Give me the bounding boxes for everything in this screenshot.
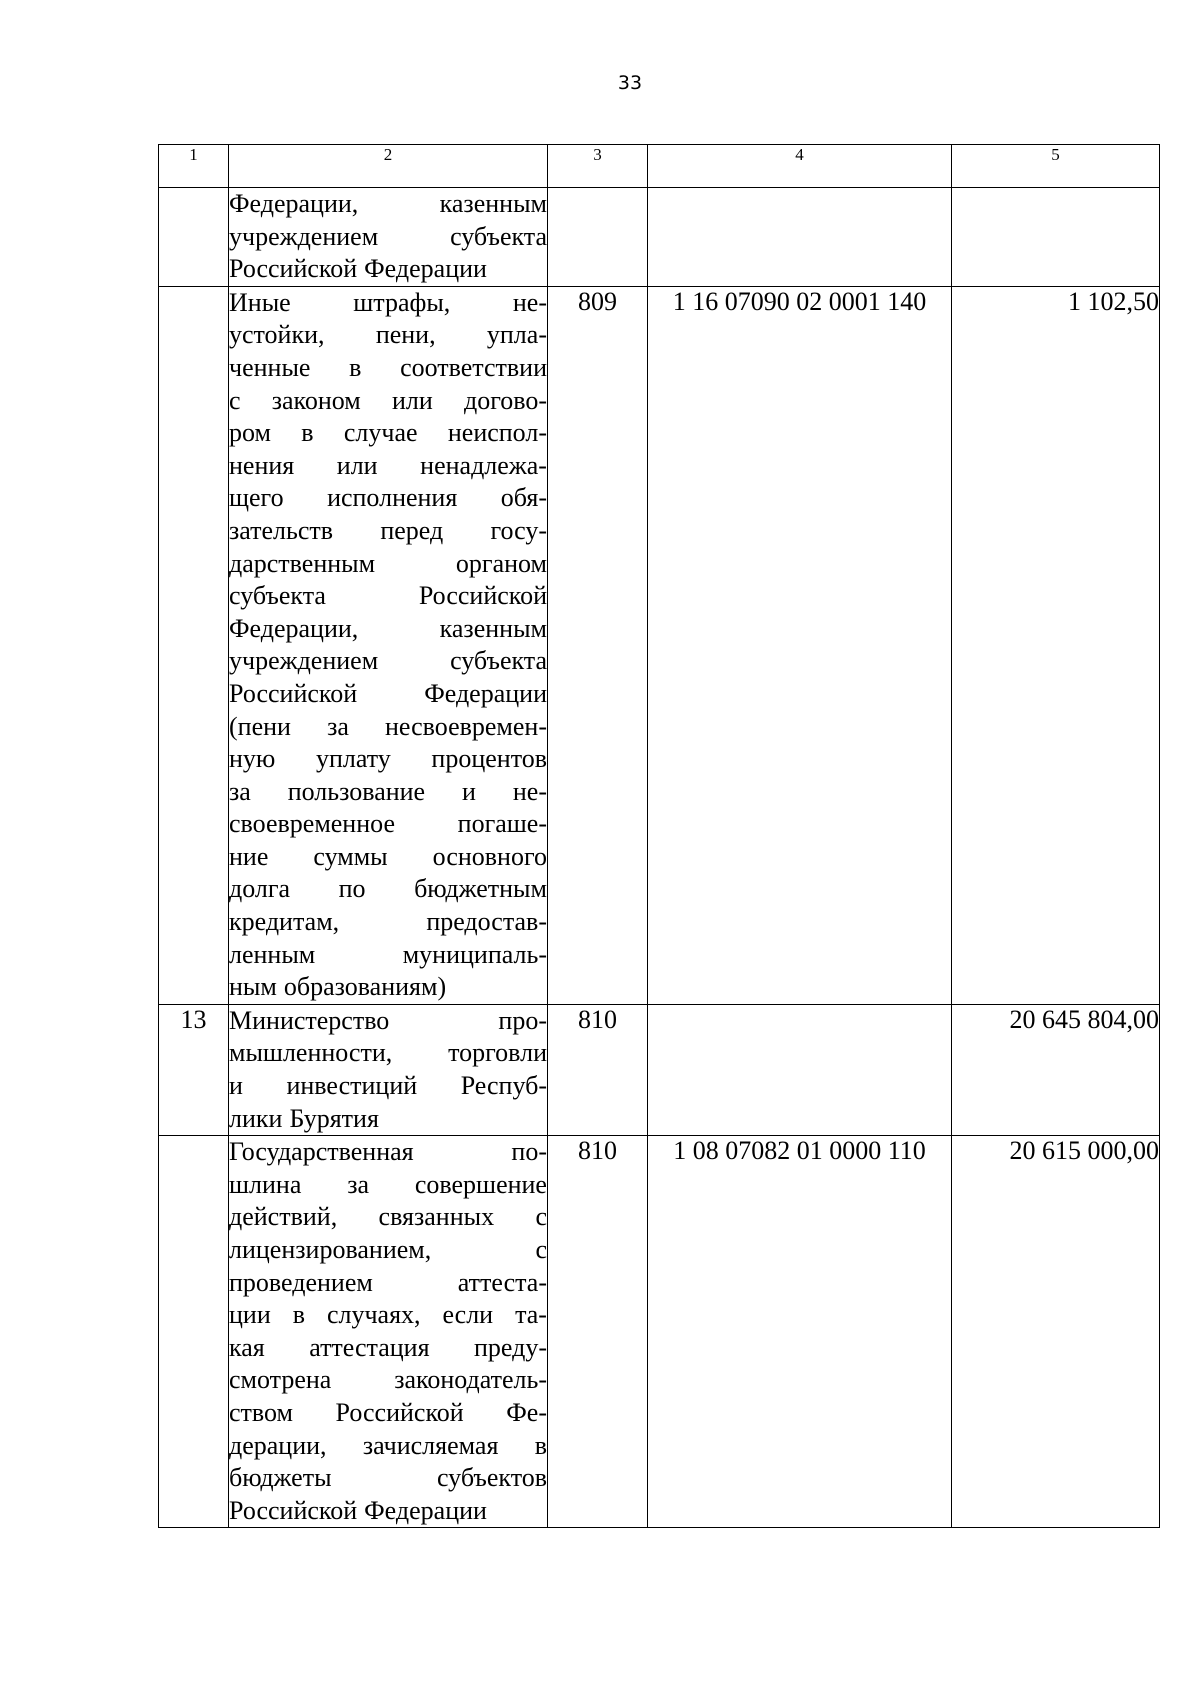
admin-code-cell bbox=[548, 188, 648, 287]
description-line bbox=[229, 906, 547, 939]
admin-code-cell: 809 bbox=[548, 286, 648, 1004]
description-word: Министерство bbox=[229, 1005, 390, 1035]
description-line bbox=[229, 1332, 547, 1365]
description-word: погаше- bbox=[457, 809, 547, 839]
description-word: инвестиций bbox=[286, 1071, 418, 1101]
description-word: органом bbox=[455, 548, 547, 578]
description-line bbox=[229, 1070, 547, 1103]
description-word: пользование bbox=[287, 776, 426, 806]
description-word: ром bbox=[229, 418, 271, 448]
description-line bbox=[229, 1169, 547, 1202]
description-line bbox=[229, 678, 547, 711]
description-word: учреждением bbox=[229, 646, 379, 676]
description-word: обя- bbox=[500, 483, 547, 513]
budget-classification-code-cell bbox=[648, 1004, 952, 1135]
description-cell bbox=[229, 286, 548, 1004]
description-word: аттестация bbox=[309, 1332, 430, 1362]
description-word: Федерации, bbox=[229, 613, 359, 643]
description-line bbox=[229, 482, 547, 515]
row-number-cell bbox=[159, 188, 229, 287]
description-word: кредитам, bbox=[229, 907, 340, 937]
row-number-cell: 13 bbox=[159, 1004, 229, 1135]
description-word: в bbox=[301, 418, 314, 448]
description-line bbox=[229, 1103, 547, 1136]
description-word: Российской bbox=[335, 1397, 464, 1427]
description-line bbox=[229, 939, 547, 972]
amount-cell: 1 102,50 bbox=[952, 286, 1160, 1004]
description-word: щего bbox=[229, 483, 284, 513]
description-word: законодатель- bbox=[394, 1365, 547, 1395]
description-word: ненадлежа- bbox=[420, 450, 547, 480]
description-word: или bbox=[391, 385, 433, 415]
description-word: ленным bbox=[229, 939, 316, 969]
description-word: и bbox=[229, 1071, 243, 1101]
description-word: учреждением bbox=[229, 221, 379, 251]
description-line bbox=[229, 548, 547, 581]
description-word: (пени bbox=[229, 711, 291, 741]
description-word: Бурятия bbox=[289, 1103, 379, 1133]
description-word: лицензированием, bbox=[229, 1235, 432, 1264]
description-word: совершение bbox=[414, 1169, 547, 1199]
description-line bbox=[229, 515, 547, 548]
description-word: суммы bbox=[313, 841, 388, 871]
description-line bbox=[229, 1005, 547, 1038]
admin-code-cell: 810 bbox=[548, 1136, 648, 1528]
description-word: за bbox=[347, 1169, 370, 1199]
page-number: 33 bbox=[617, 72, 643, 94]
description-word: если bbox=[442, 1300, 494, 1330]
description-word: с bbox=[229, 385, 241, 415]
description-line bbox=[229, 711, 547, 744]
description-word: ние bbox=[229, 841, 269, 871]
table-row bbox=[159, 1004, 1160, 1135]
description-word: Государственная bbox=[229, 1137, 414, 1167]
description-word: ством bbox=[229, 1397, 293, 1427]
description-word: аттеста- bbox=[457, 1267, 547, 1297]
description-word: соответствии bbox=[400, 352, 547, 382]
description-word: штрафы, bbox=[353, 287, 451, 317]
description-line bbox=[229, 841, 547, 874]
description-line bbox=[229, 1299, 547, 1332]
description-word: бюджеты bbox=[229, 1463, 332, 1493]
description-line bbox=[229, 1462, 547, 1495]
table-header-row bbox=[159, 145, 1160, 188]
description-line bbox=[229, 776, 547, 809]
description-word: Российской bbox=[229, 678, 358, 708]
description-word: зательств bbox=[229, 515, 334, 545]
description-word: субъекта bbox=[450, 646, 547, 676]
description-word: про- bbox=[498, 1005, 547, 1035]
description-word: исполнения bbox=[327, 483, 458, 513]
header-col-4: 4 bbox=[648, 145, 952, 188]
description-line bbox=[229, 188, 547, 221]
description-word: лики bbox=[229, 1103, 283, 1133]
description-word: нения bbox=[229, 450, 295, 480]
description-word: в bbox=[534, 1430, 547, 1460]
description-word: та- bbox=[515, 1300, 547, 1330]
description-word: Российской bbox=[229, 1495, 358, 1525]
description-word: Федерации bbox=[364, 1495, 487, 1525]
description-word: случае bbox=[343, 418, 418, 448]
description-line bbox=[229, 1136, 547, 1169]
header-col-5: 5 bbox=[952, 145, 1160, 188]
table-row bbox=[159, 1136, 1160, 1528]
description-word: законом bbox=[271, 385, 361, 415]
description-line bbox=[229, 1037, 547, 1070]
description-line bbox=[229, 1201, 547, 1234]
description-word: с bbox=[535, 1202, 547, 1232]
description-word: Респуб- bbox=[460, 1071, 547, 1101]
description-line bbox=[229, 1234, 547, 1267]
description-word: Федерации, bbox=[229, 189, 359, 218]
description-cell bbox=[229, 1004, 548, 1135]
description-line bbox=[229, 971, 547, 1004]
description-word: процентов bbox=[431, 744, 547, 774]
description-word: за bbox=[327, 711, 349, 741]
description-line bbox=[229, 1430, 547, 1463]
description-word: с bbox=[535, 1235, 547, 1264]
description-line bbox=[229, 417, 547, 450]
description-word: основного bbox=[432, 841, 547, 871]
description-line bbox=[229, 385, 547, 418]
description-word: зачисляемая bbox=[362, 1430, 499, 1460]
description-word: не- bbox=[512, 776, 547, 806]
row-number-cell bbox=[159, 1136, 229, 1528]
description-line bbox=[229, 580, 547, 613]
description-word: по- bbox=[511, 1137, 547, 1167]
row-number-cell bbox=[159, 286, 229, 1004]
description-word: кая bbox=[229, 1332, 265, 1362]
description-word: Фе- bbox=[506, 1397, 547, 1427]
description-word: ным bbox=[229, 972, 277, 1002]
description-word: догово- bbox=[463, 385, 547, 415]
description-word: госу- bbox=[490, 515, 547, 545]
description-word: мышленности, bbox=[229, 1038, 393, 1068]
description-word: пени, bbox=[375, 320, 436, 350]
description-line bbox=[229, 808, 547, 841]
description-word: Российской bbox=[418, 581, 547, 611]
description-word: Федерации bbox=[364, 254, 487, 284]
description-word: торговли bbox=[448, 1038, 547, 1068]
description-word: бюджетным bbox=[414, 874, 547, 904]
description-word: перед bbox=[380, 515, 444, 545]
description-line bbox=[229, 613, 547, 646]
description-word: Федерации bbox=[424, 678, 547, 708]
description-line bbox=[229, 743, 547, 776]
description-word: ченные bbox=[229, 352, 311, 382]
budget-classification-code-cell: 1 08 07082 01 0000 110 bbox=[648, 1136, 952, 1528]
header-col-1: 1 bbox=[159, 145, 229, 188]
description-word: связанных bbox=[378, 1202, 495, 1232]
header-col-2: 2 bbox=[229, 145, 548, 188]
budget-classification-code-cell bbox=[648, 188, 952, 287]
description-line bbox=[229, 221, 547, 254]
description-word: шлина bbox=[229, 1169, 302, 1199]
description-word: долга bbox=[229, 874, 291, 904]
description-word: дарственным bbox=[229, 548, 376, 578]
amount-cell: 20 645 804,00 bbox=[952, 1004, 1160, 1135]
description-word: Российской bbox=[229, 254, 358, 284]
amount-cell: 20 615 000,00 bbox=[952, 1136, 1160, 1528]
table-row bbox=[159, 286, 1160, 1004]
description-word: Иные bbox=[229, 287, 291, 317]
description-word: преду- bbox=[473, 1332, 547, 1362]
description-line bbox=[229, 287, 547, 320]
description-line bbox=[229, 352, 547, 385]
header-col-3: 3 bbox=[548, 145, 648, 188]
description-word: своевременное bbox=[229, 809, 395, 839]
description-cell bbox=[229, 188, 548, 287]
description-word: в bbox=[292, 1300, 305, 1330]
description-line bbox=[229, 1495, 547, 1528]
description-word: ную bbox=[229, 744, 276, 774]
description-cell bbox=[229, 1136, 548, 1528]
description-word: предостав- bbox=[426, 907, 547, 937]
description-line bbox=[229, 873, 547, 906]
description-word: не- bbox=[512, 287, 547, 317]
description-word: проведением bbox=[229, 1267, 373, 1297]
description-word: или bbox=[336, 450, 378, 480]
description-word: в bbox=[349, 352, 362, 382]
description-word: смотрена bbox=[229, 1365, 332, 1395]
budget-classification-code-cell: 1 16 07090 02 0001 140 bbox=[648, 286, 952, 1004]
description-word: субъектов bbox=[436, 1463, 547, 1493]
description-word: субъекта bbox=[450, 221, 547, 251]
description-word: ции bbox=[229, 1300, 271, 1330]
description-word: муниципаль- bbox=[402, 939, 547, 969]
amount-cell bbox=[952, 188, 1160, 287]
description-line bbox=[229, 450, 547, 483]
description-line bbox=[229, 1364, 547, 1397]
description-word: за bbox=[229, 776, 251, 806]
description-word: уплату bbox=[315, 744, 391, 774]
description-word: казенным bbox=[439, 613, 547, 643]
description-word: неиспол- bbox=[447, 418, 547, 448]
budget-table bbox=[158, 144, 1160, 1528]
description-word: казенным bbox=[439, 189, 547, 218]
description-line bbox=[229, 253, 547, 286]
description-word: несвоевремен- bbox=[385, 711, 547, 741]
description-word: и bbox=[462, 776, 476, 806]
description-word: субъекта bbox=[229, 581, 326, 611]
table-row bbox=[159, 188, 1160, 287]
description-line bbox=[229, 319, 547, 352]
description-word: по bbox=[338, 874, 366, 904]
description-word: устойки, bbox=[229, 320, 325, 350]
admin-code-cell: 810 bbox=[548, 1004, 648, 1135]
description-line bbox=[229, 1267, 547, 1300]
description-line bbox=[229, 1397, 547, 1430]
description-word: дерации, bbox=[229, 1430, 327, 1460]
description-word: действий, bbox=[229, 1202, 338, 1232]
description-word: образованиям) bbox=[283, 972, 447, 1002]
description-word: случаях, bbox=[326, 1300, 421, 1330]
description-word: упла- bbox=[486, 320, 547, 350]
description-line bbox=[229, 645, 547, 678]
